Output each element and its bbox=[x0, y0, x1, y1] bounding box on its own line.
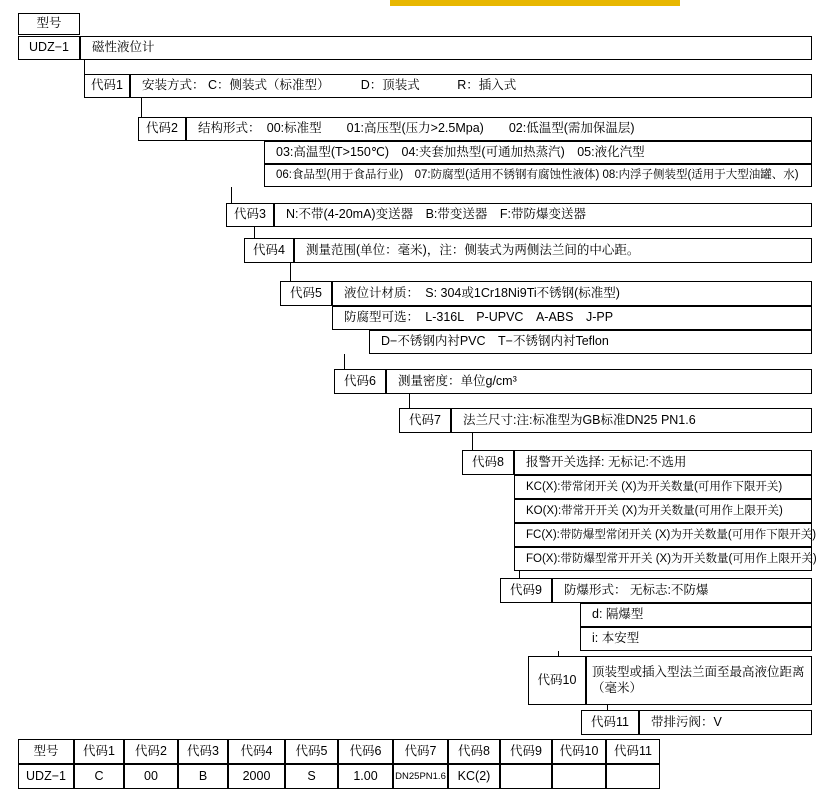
code2-label-text: 代码2 bbox=[146, 121, 178, 136]
code2-desc-line3 bbox=[264, 164, 812, 187]
code9-desc-text-3: i: 本安型 bbox=[592, 631, 640, 646]
summary-header-text: 代码6 bbox=[349, 743, 382, 758]
summary-value-cell bbox=[228, 764, 285, 789]
summary-value-cell bbox=[606, 764, 660, 789]
code8-desc-text-3: KO(X):带常开开关 (X)为开关数量(可用作上限开关) bbox=[526, 504, 783, 517]
summary-value-text: DN25PN1.6 bbox=[395, 770, 446, 782]
code6-label-cell bbox=[334, 369, 386, 394]
code8-desc-text-2: KC(X):带常闭开关 (X)为开关数量(可用作下限开关) bbox=[526, 480, 783, 493]
connector-line bbox=[290, 263, 291, 282]
summary-header-text: 代码8 bbox=[458, 743, 490, 758]
summary-value-cell bbox=[393, 764, 448, 789]
summary-value-text: UDZ−1 bbox=[26, 768, 66, 783]
summary-header-text: 代码5 bbox=[295, 743, 328, 758]
code9-desc-text-1: 防爆形式： 无标志:不防爆 bbox=[564, 582, 709, 597]
code8-desc-text-1: 报警开关选择: 无标记:不选用 bbox=[526, 454, 687, 469]
code1-desc-text: 安装方式： C：侧装式（标准型） D：顶装式 R：插入式 bbox=[142, 78, 517, 93]
summary-header-cell bbox=[228, 739, 285, 764]
code8-desc-line5 bbox=[514, 547, 817, 571]
code8-desc-line3 bbox=[514, 499, 812, 523]
code2-desc-line1 bbox=[186, 117, 812, 141]
code10-desc-text: 顶装型或插入型法兰面至最高液位距离（毫米） bbox=[592, 664, 805, 695]
code5-desc-text-2: 防腐型可选： L-316L P-UPVC A-ABS J-PP bbox=[344, 310, 614, 325]
code7-desc-cell bbox=[451, 408, 812, 433]
code2-desc-text-1: 结构形式： 00:标准型 01:高压型(压力>2.5Mpa) 02:低温型(需加保温层) bbox=[198, 121, 635, 136]
summary-header-text: 代码9 bbox=[510, 743, 542, 758]
code4-label-cell bbox=[244, 238, 294, 263]
connector-line bbox=[409, 394, 410, 409]
code8-desc-line1 bbox=[514, 450, 812, 475]
summary-header-text: 代码1 bbox=[83, 743, 115, 758]
summary-header-cell bbox=[393, 739, 448, 764]
code4-desc-cell bbox=[294, 238, 812, 263]
code1-label-cell bbox=[84, 74, 130, 98]
summary-header-cell bbox=[552, 739, 606, 764]
code11-desc-cell bbox=[639, 710, 812, 735]
code1-desc-cell bbox=[130, 74, 812, 98]
code8-desc-line4 bbox=[514, 523, 817, 547]
summary-header-text: 代码4 bbox=[240, 743, 273, 758]
summary-value-cell bbox=[448, 764, 500, 789]
code2-desc-text-2: 03:高温型(T>150℃) 04:夹套加热型(可通加热蒸汽) 05:液化汽型 bbox=[276, 144, 645, 159]
code9-label-cell bbox=[500, 578, 552, 603]
code10-desc-cell bbox=[586, 656, 812, 705]
code11-desc-text: 带排污阀：V bbox=[651, 714, 722, 729]
model-value-cell bbox=[18, 36, 80, 60]
summary-header-cell bbox=[178, 739, 228, 764]
summary-value-cell bbox=[124, 764, 178, 789]
code7-label-cell bbox=[399, 408, 451, 433]
summary-header-cell bbox=[124, 739, 178, 764]
connector-line bbox=[141, 98, 142, 118]
code2-desc-line2 bbox=[264, 141, 812, 164]
summary-value-text: 00 bbox=[144, 768, 158, 783]
code3-desc-cell bbox=[274, 203, 812, 227]
summary-value-text: S bbox=[307, 768, 316, 783]
code7-label-text: 代码7 bbox=[409, 412, 441, 427]
summary-value-text: 1.00 bbox=[353, 768, 378, 783]
summary-header-cell bbox=[285, 739, 338, 764]
code5-desc-line2 bbox=[332, 306, 812, 330]
summary-header-cell bbox=[338, 739, 393, 764]
model-label-text: 型号 bbox=[36, 16, 62, 31]
code5-label-text: 代码5 bbox=[290, 285, 322, 300]
summary-value-cell bbox=[178, 764, 228, 789]
summary-value-cell bbox=[74, 764, 124, 789]
code10-label-cell bbox=[528, 656, 586, 705]
top-accent-bar bbox=[390, 0, 680, 6]
code9-desc-line2 bbox=[580, 603, 812, 627]
connector-line bbox=[472, 433, 473, 451]
summary-header-text: 代码7 bbox=[404, 743, 437, 758]
code8-label-text: 代码8 bbox=[472, 454, 504, 469]
code8-desc-text-4: FC(X):带防爆型常闭开关 (X)为开关数量(可用作下限开关) bbox=[526, 528, 817, 541]
code9-desc-line1 bbox=[552, 578, 812, 603]
code5-desc-line1 bbox=[332, 281, 812, 306]
code11-label-cell bbox=[581, 710, 639, 735]
summary-value-cell bbox=[285, 764, 338, 789]
summary-value-text: 2000 bbox=[242, 768, 271, 783]
code5-desc-text-1: 液位计材质： S: 304或1Cr18Ni9Ti不锈钢(标准型) bbox=[344, 285, 620, 300]
code3-label-cell bbox=[226, 203, 274, 227]
summary-value-cell bbox=[500, 764, 552, 789]
code4-desc-text: 测量范围(单位：毫米)，注：侧装式为两侧法兰间的中心距。 bbox=[306, 242, 640, 257]
code2-label-cell bbox=[138, 117, 186, 141]
code7-desc-text: 法兰尺寸:注:标准型为GB标准DN25 PN1.6 bbox=[463, 412, 696, 427]
summary-header-text: 代码10 bbox=[559, 743, 599, 758]
summary-header-text: 型号 bbox=[33, 743, 59, 758]
code9-desc-line3 bbox=[580, 627, 812, 651]
code8-desc-text-5: FO(X):带防爆型常开开关 (X)为开关数量(可用作上限开关) bbox=[526, 552, 817, 565]
code3-desc-text: N:不带(4-20mA)变送器 B:带变送器 F:带防爆变送器 bbox=[286, 207, 587, 222]
model-label-cell bbox=[18, 13, 80, 35]
code2-desc-text-3: 06:食品型(用于食品行业) 07:防腐型(适用不锈钢有腐蚀性液体) 08:内浮子侧装型(适用于大型油罐、水) bbox=[276, 169, 799, 182]
code4-label-text: 代码4 bbox=[253, 242, 285, 257]
code10-label-text: 代码10 bbox=[537, 672, 577, 687]
summary-header-text: 代码3 bbox=[187, 743, 219, 758]
summary-header-text: 代码2 bbox=[135, 743, 167, 758]
model-value-text: UDZ−1 bbox=[29, 40, 69, 55]
code6-desc-text: 测量密度：单位g/cm³ bbox=[398, 373, 517, 388]
summary-header-cell bbox=[500, 739, 552, 764]
model-name-text: 磁性液位计 bbox=[92, 40, 155, 55]
summary-value-text: C bbox=[94, 768, 104, 783]
summary-value-cell bbox=[18, 764, 74, 789]
code9-label-text: 代码9 bbox=[510, 582, 542, 597]
code9-desc-text-2: d: 隔爆型 bbox=[592, 607, 644, 622]
code6-label-text: 代码6 bbox=[344, 373, 376, 388]
summary-header-cell bbox=[606, 739, 660, 764]
code5-desc-line3 bbox=[369, 330, 812, 354]
code11-label-text: 代码11 bbox=[591, 714, 629, 729]
summary-value-text: B bbox=[198, 768, 208, 783]
code5-label-cell bbox=[280, 281, 332, 306]
code6-desc-cell bbox=[386, 369, 812, 394]
summary-header-cell bbox=[74, 739, 124, 764]
summary-value-cell bbox=[338, 764, 393, 789]
summary-header-text: 代码11 bbox=[614, 743, 652, 758]
code8-desc-line2 bbox=[514, 475, 812, 499]
code1-label-text: 代码1 bbox=[91, 78, 123, 93]
code3-label-text: 代码3 bbox=[234, 207, 266, 222]
summary-header-cell bbox=[18, 739, 74, 764]
code8-label-cell bbox=[462, 450, 514, 475]
summary-value-text: KC(2) bbox=[457, 768, 491, 783]
summary-header-cell bbox=[448, 739, 500, 764]
code5-desc-text-3: D−不锈钢内衬PVC T−不锈钢内衬Teflon bbox=[381, 334, 609, 349]
summary-value-cell bbox=[552, 764, 606, 789]
model-name-cell bbox=[80, 36, 812, 60]
